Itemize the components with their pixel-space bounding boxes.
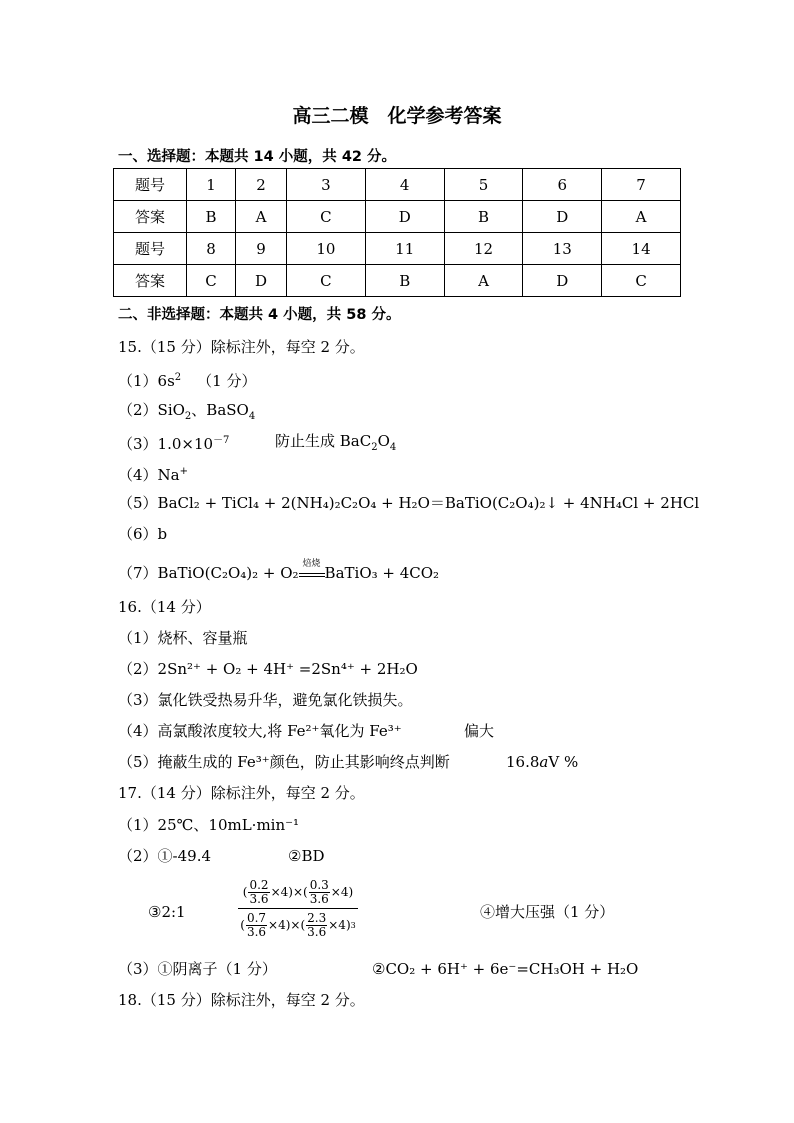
table-cell: 9 [235,233,286,265]
q16-heading: 16.（14 分） [118,598,211,616]
table-cell: 10 [287,233,366,265]
table-cell: A [444,265,523,297]
q18-heading: 18.（15 分）除标注外，每空 2 分。 [118,991,365,1009]
table-cell: B [187,201,236,233]
reaction-condition-arrow: 焙烧 [299,566,325,580]
table-cell: 13 [523,233,602,265]
table-row-header: 题号 [114,169,187,201]
table-cell: 7 [602,169,681,201]
q16-answer-1: （1）烧杯、容量瓶 [118,629,248,647]
section-heading-choice: 一、选择题：本题共 14 小题，共 42 分。 [118,149,397,165]
table-row [114,169,681,201]
section-heading-nonchoice: 二、非选择题：本题共 4 小题，共 58 分。 [118,307,401,323]
table-cell: 5 [444,169,523,201]
table-row-header: 答案 [114,265,187,297]
answer-table [113,168,681,297]
table-cell: B [365,265,444,297]
q15-answer-4: （4）Na+ [118,466,189,484]
table-cell: C [287,265,366,297]
table-cell: 2 [235,169,286,201]
q16-answer-3: （3）氯化铁受热易升华，避免氯化铁损失。 [118,691,413,709]
q17-answer-2-3: ③2:1 [148,903,186,921]
table-cell: 12 [444,233,523,265]
table-cell: 1 [187,169,236,201]
q15-answer-7: （7）BaTiO(C₂O₄)₂ + O₂ 焙烧 BaTiO₃ + 4CO₂ [118,559,440,582]
q15-answer-1: $(1)6s^2$ （1 分） [118,372,257,390]
q15-answer-6: （6）b [118,525,168,543]
q16-answer-2: （2）2Sn²⁺ + O₂ + 4H⁺ =2Sn⁴⁺ + 2H₂O [118,660,418,678]
table-cell: C [187,265,236,297]
table-row [114,265,681,297]
table-cell: D [235,265,286,297]
table-row-header: 题号 [114,233,187,265]
equilibrium-constant-expression: ( $\frac{0.2}{3.6}$ ×4 )×( $\frac{0.3}{3.6}$ ×4 ) ( $\frac{0.7}{3.6}$ ×4 )×( $\frac{2.3}{3.6}$ ×4 ) 3 [238,877,358,940]
q15-answer-2: （2）SiO$_2$、BaSO$_4$ [118,401,256,422]
page-title: 高三二模 化学参考答案 [292,105,502,127]
table-cell: A [235,201,286,233]
table-cell: 6 [523,169,602,201]
table-row [114,233,681,265]
q17-answer-2-4: ④增大压强（1 分） [480,903,615,921]
table-cell: B [444,201,523,233]
q17-answer-3-2: ②CO₂ + 6H⁺ + 6e⁻=CH₃OH + H₂O [372,960,639,978]
table-row-header: 答案 [114,201,187,233]
q17-answer-3-1: （3）①阴离子（1 分） [118,960,277,978]
q17-answer-2-1: （2）①-49.4 [118,847,212,865]
q15-answer-5: （5）BaCl₂ + TiCl₄ + 2(NH₄)₂C₂O₄ + H₂O＝BaTiO(C₂O₄)₂↓ + 4NH₄Cl + 2HCl [118,494,700,512]
q15-heading: 15.（15 分）除标注外，每空 2 分。 [118,338,365,356]
table-cell: A [602,201,681,233]
table-cell: 8 [187,233,236,265]
table-cell: 3 [287,169,366,201]
table-cell: C [602,265,681,297]
table-cell: D [523,265,602,297]
table-cell: 14 [602,233,681,265]
q15-answer-3: $(3)1.0\times 10^{-7}$ 防止生成 $BaC_2O_4$ [118,432,397,453]
table-cell: D [365,201,444,233]
q16-answer-4: （4）高氯酸浓度较大,将 Fe²⁺氧化为 Fe³⁺ 偏大 [118,722,495,740]
q17-answer-1: （1）25℃、10mL·min⁻¹ [118,816,300,834]
q17-heading: 17.（14 分）除标注外，每空 2 分。 [118,784,365,802]
q17-answer-2-2: ②BD [288,847,325,865]
table-row [114,201,681,233]
table-cell: 11 [365,233,444,265]
table-cell: 4 [365,169,444,201]
table-cell: C [287,201,366,233]
q16-answer-5: （5）掩蔽生成的 Fe³⁺颜色，防止其影响终点判断 16.8aV % [118,753,579,771]
table-cell: D [523,201,602,233]
